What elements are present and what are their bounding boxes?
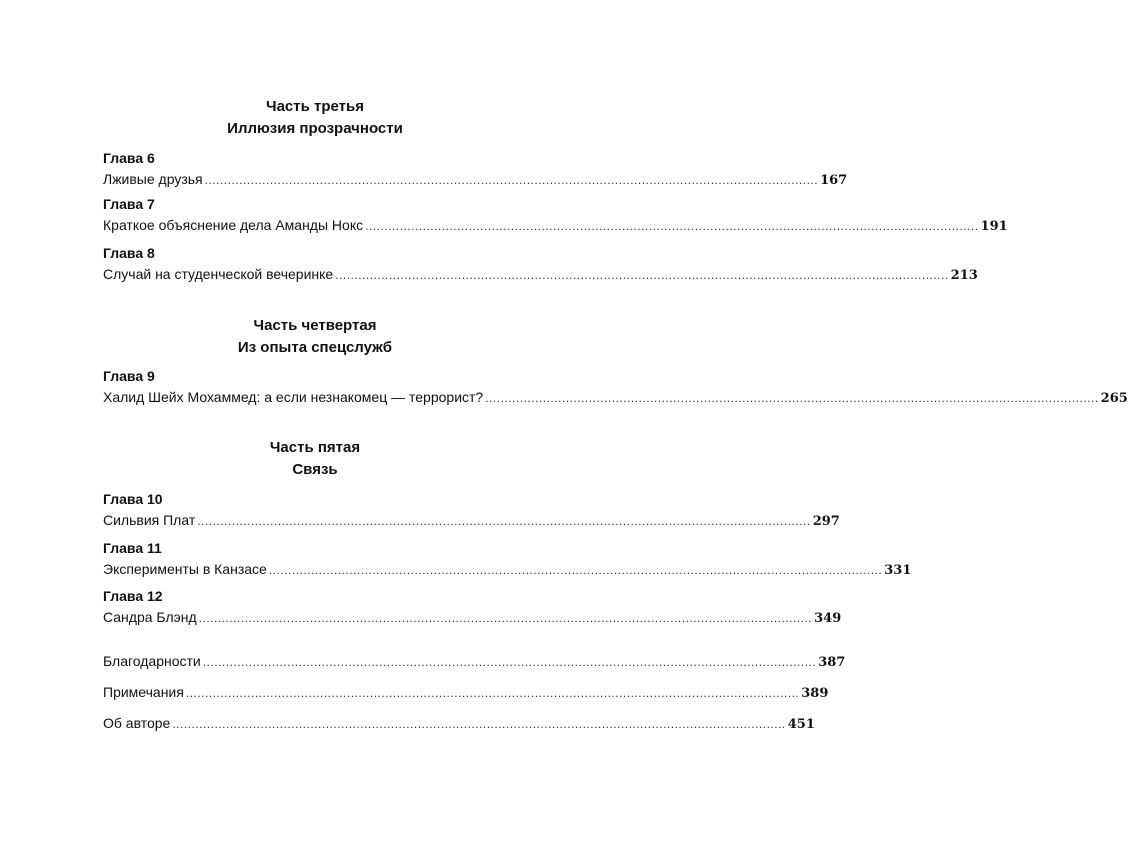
part-heading bbox=[0, 315, 630, 359]
toc-entry-page: 297 bbox=[812, 514, 840, 529]
dot-leader: ................................................................................................................................................................ bbox=[185, 686, 800, 700]
toc-entry-page: 451 bbox=[787, 717, 815, 732]
toc-entry-page: 331 bbox=[884, 563, 912, 578]
chapter-label: Глава 6 bbox=[103, 150, 155, 166]
toc-entry-title: Лживые друзья bbox=[103, 171, 203, 187]
chapter-label: Глава 9 bbox=[103, 368, 155, 384]
toc-entry-title: Эксперименты в Канзасе bbox=[103, 561, 267, 577]
dot-leader: ................................................................................................................................................................ bbox=[335, 268, 949, 282]
toc-entry-page: 191 bbox=[980, 219, 1008, 234]
toc-entry[interactable] bbox=[103, 387, 1128, 407]
dot-leader: ................................................................................................................................................................ bbox=[268, 563, 883, 577]
toc-entry-page: 167 bbox=[820, 173, 848, 188]
part-title: Часть третья bbox=[266, 98, 364, 115]
toc-entry[interactable] bbox=[103, 169, 848, 189]
chapter-label: Глава 8 bbox=[103, 245, 155, 261]
toc-entry[interactable] bbox=[103, 215, 1008, 235]
dot-leader: ................................................................................................................................................................ bbox=[365, 219, 979, 233]
part-heading bbox=[0, 437, 630, 481]
part-title: Часть четвертая bbox=[253, 317, 377, 334]
toc-entry-page: 213 bbox=[950, 268, 978, 283]
toc-entry-about-author[interactable] bbox=[103, 713, 815, 733]
chapter-label: Глава 7 bbox=[103, 196, 155, 212]
toc-entry-acknowledgements[interactable] bbox=[103, 651, 846, 671]
part-heading bbox=[0, 96, 630, 140]
toc-entry[interactable] bbox=[103, 510, 840, 530]
toc-entry-page: 349 bbox=[814, 611, 842, 626]
toc-entry-page: 389 bbox=[801, 686, 829, 701]
part-name: Из опыта спецслужб bbox=[237, 339, 393, 356]
toc-entry-title: Случай на студенческой вечеринке bbox=[103, 266, 334, 282]
toc-entry-notes[interactable] bbox=[103, 682, 829, 702]
dot-leader: ................................................................................................................................................................ bbox=[172, 717, 786, 731]
toc-entry-title: Об авторе bbox=[103, 715, 171, 731]
dot-leader: ................................................................................................................................................................ bbox=[485, 391, 1099, 405]
dot-leader: ................................................................................................................................................................ bbox=[197, 514, 811, 528]
toc-entry-page: 387 bbox=[818, 655, 846, 670]
part-title: Часть пятая bbox=[269, 439, 361, 456]
toc-entry[interactable] bbox=[103, 264, 978, 284]
toc-entry-title: Халид Шейх Мохаммед: а если незнакомец — террорист? bbox=[103, 389, 484, 405]
toc-entry-title: Сандра Блэнд bbox=[103, 609, 197, 625]
toc-entry[interactable] bbox=[103, 559, 912, 579]
toc-entry-title: Благодарности bbox=[103, 653, 201, 669]
chapter-label: Глава 12 bbox=[103, 588, 163, 604]
toc-entry-title: Примечания bbox=[103, 684, 184, 700]
dot-leader: ................................................................................................................................................................ bbox=[202, 655, 817, 669]
dot-leader: ................................................................................................................................................................ bbox=[204, 173, 819, 187]
chapter-label: Глава 11 bbox=[103, 540, 162, 556]
dot-leader: ................................................................................................................................................................ bbox=[198, 611, 813, 625]
part-name: Иллюзия прозрачности bbox=[227, 120, 403, 137]
toc-entry-page: 265 bbox=[1100, 391, 1128, 406]
chapter-label: Глава 10 bbox=[103, 491, 163, 507]
part-name: Связь bbox=[292, 461, 338, 478]
toc-entry[interactable] bbox=[103, 607, 842, 627]
toc-entry-title: Краткое объяснение дела Аманды Нокс bbox=[103, 217, 364, 233]
toc-entry-title: Сильвия Плат bbox=[103, 512, 196, 528]
